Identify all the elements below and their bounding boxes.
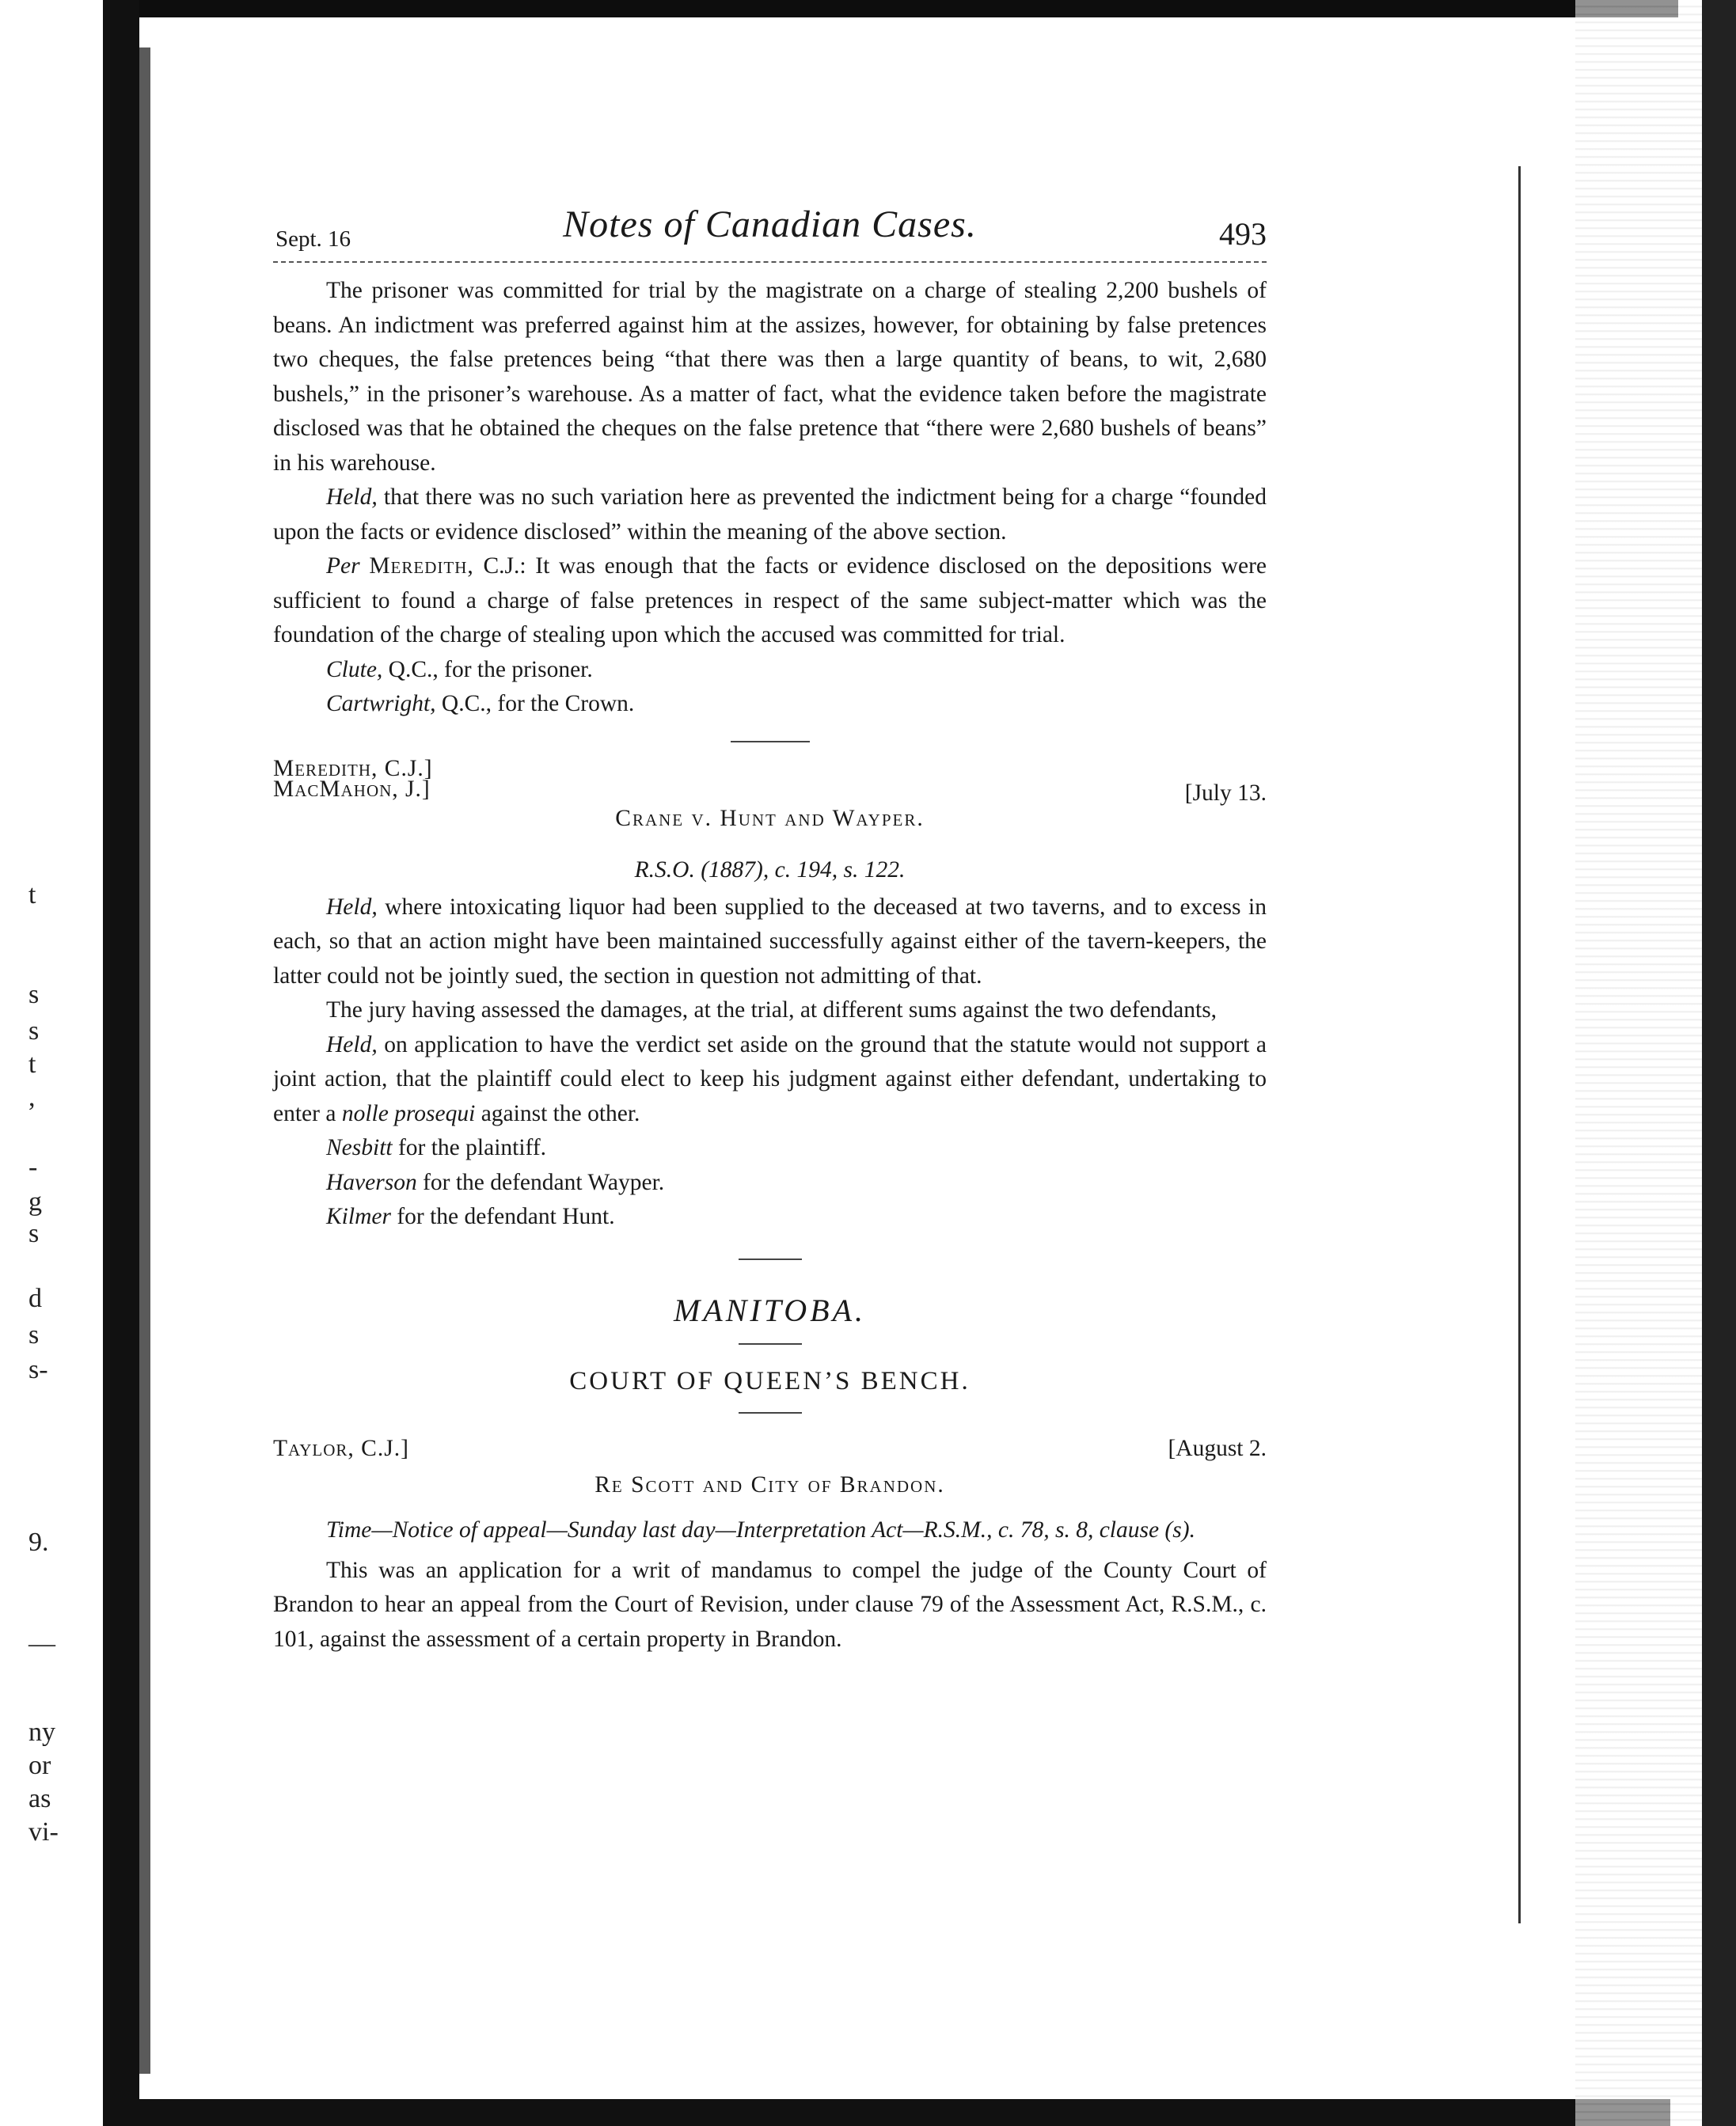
gutter-char: ny	[28, 1718, 55, 1747]
held-text: against the other.	[475, 1100, 640, 1126]
judge-name: Meredith, C.J.]	[273, 755, 433, 781]
gutter-char: as	[28, 1784, 51, 1813]
held-label: Held,	[326, 1031, 378, 1057]
gutter-char: t	[28, 880, 36, 909]
held-label: Held,	[326, 484, 378, 510]
section-divider	[731, 741, 810, 742]
counsel-name: Kilmer	[326, 1204, 391, 1229]
gutter-char: s	[28, 980, 40, 1009]
held-paragraph	[273, 1028, 1267, 1132]
judges-list	[273, 755, 433, 802]
counsel-role: for the defendant Hunt.	[390, 1204, 615, 1229]
case-heading	[273, 1436, 1267, 1505]
scan-border-bottom	[119, 2099, 1670, 2126]
province-heading: MANITOBA.	[673, 1292, 867, 1328]
page-content	[273, 198, 1267, 1657]
page-number: 493	[1219, 216, 1267, 252]
gutter-char: —	[28, 1629, 55, 1658]
case-title: Re Scott and City of Brandon.	[594, 1471, 945, 1498]
case-date: [August 2.	[1168, 1435, 1267, 1461]
counsel-role: Q.C., for the prisoner.	[382, 656, 593, 682]
section-divider	[739, 1343, 802, 1345]
facts-paragraph: The prisoner was committed for trial by the magistrate on a charge of stealing 2,200 bushels of beans. An indictment was preferred against him at the assizes, however, for obtaining by false pretences two cheques, the false pretences being “that there was then a large quantity of beans, to wit, 2,680 bushels,” in the prisoner’s warehouse. As a matter of fact, what the evidence taken before the magistrate disclosed was that he obtained the cheques on the false pretence that “there were 2,680 bushels of beans” in his warehouse.	[273, 278, 1267, 476]
counsel-line	[326, 687, 1267, 722]
gutter-char: g	[28, 1187, 42, 1217]
section-divider	[739, 1412, 802, 1414]
per-curiam-paragraph	[273, 549, 1267, 653]
per-judge: Meredith,	[369, 553, 474, 579]
held-text: that there was no such variation here as prevented the indictment being for a charge “founded upon the facts or evidence disclosed” within the meaning of the above section.	[273, 484, 1267, 545]
facts-paragraph: This was an application for a writ of mandamus to compel the judge of the County Court of Brandon to hear an appeal from the Court of Revision, under clause 79 of the Assessment Act, R.S.M., c. 101, against the assessment of a certain property in Brandon.	[273, 1557, 1267, 1652]
judge-name: Taylor, C.J.]	[273, 1435, 409, 1461]
header-title: Notes of Canadian Cases.	[563, 203, 977, 245]
header-date: Sept. 16	[275, 226, 351, 252]
counsel-line	[326, 1131, 1267, 1166]
counsel-name: Nesbitt	[326, 1135, 393, 1160]
running-header	[273, 198, 1267, 263]
gutter-char: d	[28, 1284, 42, 1313]
held-paragraph	[273, 890, 1267, 994]
case-heading	[273, 755, 1267, 853]
counsel-line	[326, 1166, 1267, 1201]
gutter-char: s	[28, 1320, 40, 1350]
page-spine-shadow	[139, 47, 150, 2074]
per-text: C.J.: It was enough that the facts or evidence disclosed on the depositions were sufficient to found a charge of false pretences in respect of the same subject-matter which was the foundation of the charge of stealing upon which the accused was committed for trial.	[273, 553, 1267, 647]
gutter-char: s-	[28, 1355, 48, 1384]
facing-page-gutter	[22, 0, 101, 2126]
gutter-char: t	[28, 1050, 36, 1079]
counsel-name: Cartwright,	[326, 691, 436, 716]
gutter-char: or	[28, 1751, 51, 1780]
gutter-char: ,	[28, 1083, 36, 1112]
scan-border-top	[111, 0, 1678, 17]
counsel-line	[326, 653, 1267, 688]
counsel-name: Clute,	[326, 656, 383, 682]
gutter-char: vi-	[28, 1817, 59, 1847]
counsel-role: for the plaintiff.	[392, 1135, 547, 1160]
scan-border-right	[1702, 0, 1736, 2126]
held-text: on application to have the verdict set aside on the ground that the statute would not support a joint action, that the plaintiff could elect to keep his judgment against either defendant, undertaking to enter a	[273, 1031, 1267, 1126]
counsel-role: for the defendant Wayper.	[416, 1169, 665, 1195]
jury-paragraph: The jury having assessed the damages, at the trial, at different sums against the two defendants,	[326, 997, 1217, 1023]
counsel-line	[326, 1200, 1267, 1235]
gutter-char: s	[28, 1219, 40, 1248]
statute-reference: R.S.O. (1887), c. 194, s. 122.	[634, 856, 906, 883]
gutter-char: -	[28, 1152, 38, 1182]
per-label: Per	[326, 553, 360, 579]
counsel-role: Q.C., for the Crown.	[435, 691, 635, 716]
court-heading: COURT OF QUEEN’S BENCH.	[569, 1366, 971, 1395]
held-label: Held,	[326, 894, 378, 920]
gutter-char: s	[28, 1016, 40, 1046]
case-title: Crane v. Hunt and Wayper.	[615, 805, 925, 831]
held-text: where intoxicating liquor had been supplied to the deceased at two taverns, and to excess in each, so that an action might have been maintained successfully against either of the tavern-keepers, the latter could not be jointly sued, the section in question not admitting of that.	[273, 894, 1267, 989]
held-paragraph	[273, 480, 1267, 549]
judge-name: MacMahon, J.]	[273, 776, 431, 802]
case-date: [July 13.	[1184, 780, 1267, 806]
latin-phrase: nolle prosequi	[341, 1100, 476, 1126]
section-divider	[739, 1259, 802, 1260]
margin-line-right	[1518, 166, 1521, 1923]
scan-border-left	[103, 0, 139, 2126]
catchwords: Time—Notice of appeal—Sunday last day—Interpretation Act—R.S.M., c. 78, s. 8, clause (s).	[326, 1517, 1195, 1543]
counsel-name: Haverson	[326, 1169, 417, 1195]
gutter-char: 9.	[28, 1528, 49, 1557]
